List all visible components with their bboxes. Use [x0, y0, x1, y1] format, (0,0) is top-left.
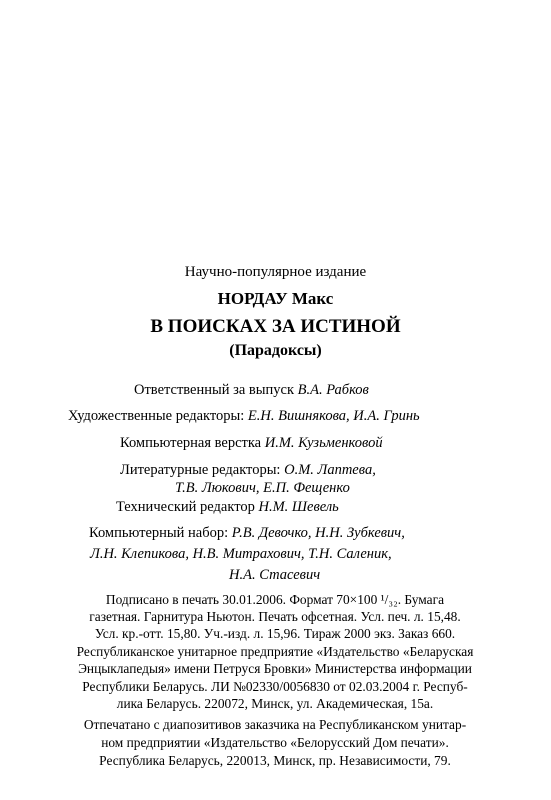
credit-lit-editors: [120, 463, 376, 478]
credit-layout: [120, 436, 383, 451]
credit-tech-editor: [116, 500, 339, 515]
credit-typesetting: [89, 526, 405, 541]
imprint-line: газетная. Гарнитура Ньютон. Печать офсетная. Усл. печ. л. 15,48.: [89, 609, 461, 624]
credit-role: Литературные редакторы:: [120, 462, 281, 478]
credit-typesetting-cont: [229, 568, 320, 583]
credit-names: Л.Н. Клепикова, Н.В. Митрахович, Т.Н. Саленик,: [90, 546, 392, 562]
imprint-line: Отпечатано с диапозитивов заказчика на Республиканском унитар-: [83, 717, 467, 732]
credit-names: О.М. Лаптева,: [284, 462, 376, 478]
credit-role: Компьютерная верстка: [120, 435, 262, 451]
credit-names: В.А. Рабков: [297, 382, 369, 398]
imprint-line: Республики Беларусь. ЛИ №02330/0056830 от 02.03.2004 г. Респуб-: [82, 679, 468, 694]
author-name: НОРДАУ Макс: [217, 289, 334, 308]
imprint-line: ном предприятии «Издательство «Белорусский Дом печати».: [101, 735, 449, 750]
credit-role: Компьютерный набор:: [89, 525, 229, 541]
imprint-line: Подписано в печать 30.01.2006. Формат 70×100 ¹/₃₂. Бумага: [105, 592, 445, 607]
credit-role: Технический редактор: [116, 499, 255, 515]
credit-names: Т.В. Люкович, Е.П. Фещенко: [175, 480, 350, 496]
book-title: В ПОИСКАХ ЗА ИСТИНОЙ: [150, 316, 401, 337]
imprint-line: Республика Беларусь, 220013, Минск, пр. Независимости, 79.: [99, 753, 451, 768]
credit-names: Н.М. Шевель: [258, 499, 339, 515]
credit-names: Р.В. Девочко, Н.Н. Зубкевич,: [231, 525, 405, 541]
imprint-line: Энцыклапедыя» имени Петруся Бровки» Министерства информации: [78, 661, 472, 676]
credit-names: Е.Н. Вишнякова, И.А. Гринь: [247, 408, 420, 424]
imprint-line: Республиканское унитарное предприятие «Издательство «Беларуская: [76, 644, 474, 659]
credit-role: Художественные редакторы:: [68, 408, 245, 424]
credit-typesetting-cont: [90, 547, 392, 562]
credit-lit-editors-cont: [175, 481, 350, 496]
credit-names: И.М. Кузьменковой: [264, 435, 383, 451]
credit-names: Н.А. Стасевич: [229, 567, 321, 583]
credit-responsible: [134, 383, 369, 398]
credit-art-editors: [68, 409, 420, 424]
imprint-line: лика Беларусь. 220072, Минск, ул. Академическая, 15а.: [116, 696, 434, 711]
edition-type: Научно-популярное издание: [184, 264, 367, 280]
book-subtitle: (Парадоксы): [229, 342, 322, 359]
credit-role: Ответственный за выпуск: [134, 382, 295, 398]
imprint-line: Усл. кр.-отт. 15,80. Уч.-изд. л. 15,96. Тираж 2000 экз. Заказ 660.: [94, 626, 456, 641]
